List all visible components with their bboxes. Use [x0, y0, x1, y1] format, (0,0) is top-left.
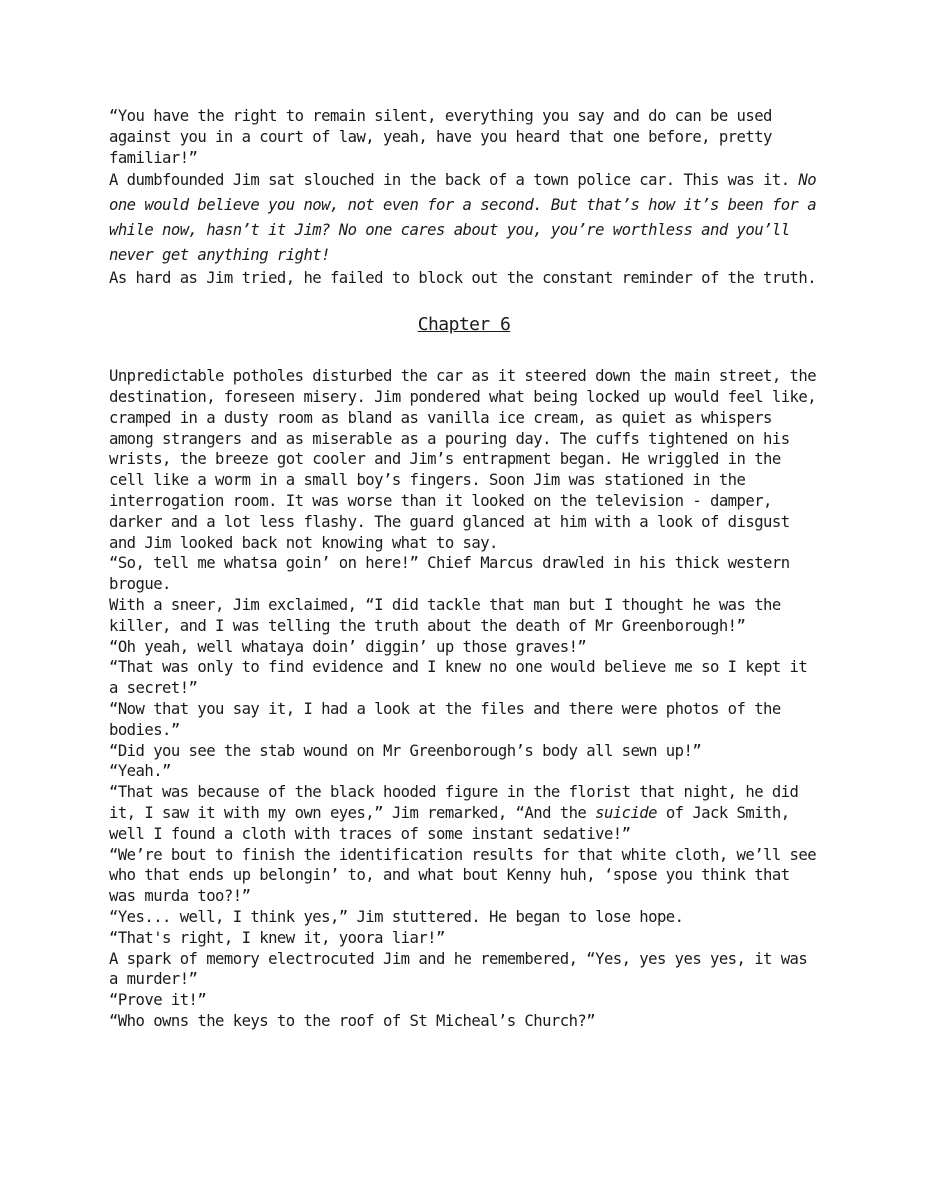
paragraph-keys: “Who owns the keys to the roof of St Micheal’s Church?” — [109, 1011, 596, 1030]
paragraph-liar: “That's right, I knew it, yoora liar!” — [109, 928, 445, 947]
paragraph-miranda: “You have the right to remain silent, everything you say and do can be used against you in a court of law, yeah, have you heard that one before, pretty familiar!” — [109, 107, 772, 167]
paragraph-potholes: Unpredictable potholes disturbed the car as it steered down the main street, the destination, foreseen misery. Jim pondered what being locked up would feel like, cramped in a dusty room as bland as vanilla ice cream, as quiet as whispers among strangers and as miserable as a pouring day. The cuffs tightened on his wrists, the breeze got cooler and Jim’s entrapment began. He wriggled in the cell like a worm in a small boy’s fingers. Soon Jim was stationed in the interrogation room. It was worse than it looked on the television - damper, darker and a lot less flashy. The guard glanced at him with a look of disgust and Jim looked back not knowing what to say. — [109, 367, 817, 552]
paragraph-identification: “We’re bout to finish the identification results for that white cloth, we’ll see who that ends up belongin’ to, and what bout Kenny huh, ‘spose you think that was murda too?!” — [109, 845, 817, 906]
paragraph-stab-wound: “Did you see the stab wound on Mr Greenborough’s body all sewn up!” — [109, 741, 702, 760]
paragraph-chief-question: “So, tell me whatsa goin’ on here!” Chief Marcus drawled in his thick western brogue. — [109, 554, 790, 594]
paragraph-hooded-figure-a: “That was because of the black hooded figure in the florist that night, he did it, I saw it with my own eyes,” Jim remarked, “And the — [109, 783, 799, 822]
paragraph-police-car-text: A dumbfounded Jim sat slouched in the back of a town police car. This was it. — [109, 171, 799, 190]
paragraph-police-car — [109, 168, 819, 268]
paragraph-files: “Now that you say it, I had a look at the files and there were photos of the bodies.” — [109, 699, 781, 739]
paragraph-evidence: “That was only to find evidence and I knew no one would believe me so I kept it a secret!” — [109, 658, 808, 698]
paragraph-hooded-figure-b: of Jack Smith, well I found a cloth with traces of some instant sedative!” — [109, 803, 790, 843]
paragraph-hooded-figure-italic: suicide — [595, 803, 657, 822]
paragraph-jim-sneer: With a sneer, Jim exclaimed, “I did tackle that man but I thought he was the killer, and I was telling the truth about the death of Mr Greenborough!” — [109, 595, 781, 635]
paragraph-yeah: “Yeah.” — [109, 762, 171, 781]
paragraph-stutter: “Yes... well, I think yes,” Jim stuttered. He began to lose hope. — [109, 907, 684, 926]
paragraph-spark: A spark of memory electrocuted Jim and he remembered, “Yes, yes yes yes, it was a murder!” — [109, 949, 808, 989]
paragraph-police-car-italic: No one would believe you now, not even for a second. But that’s how it’s been for a while now, hasn’t it Jim? No one cares about you, you’re worthless and you’ll never get anything right! — [109, 171, 817, 265]
paragraph-truth: As hard as Jim tried, he failed to block out the constant reminder of the truth. — [109, 269, 817, 288]
document-page — [109, 106, 819, 1032]
paragraph-prove-it: “Prove it!” — [109, 991, 207, 1010]
paragraph-graves: “Oh yeah, well whataya doin’ diggin’ up those graves!” — [109, 637, 587, 656]
chapter-heading: Chapter 6 — [417, 314, 511, 336]
paragraph-hooded-figure — [109, 782, 819, 844]
